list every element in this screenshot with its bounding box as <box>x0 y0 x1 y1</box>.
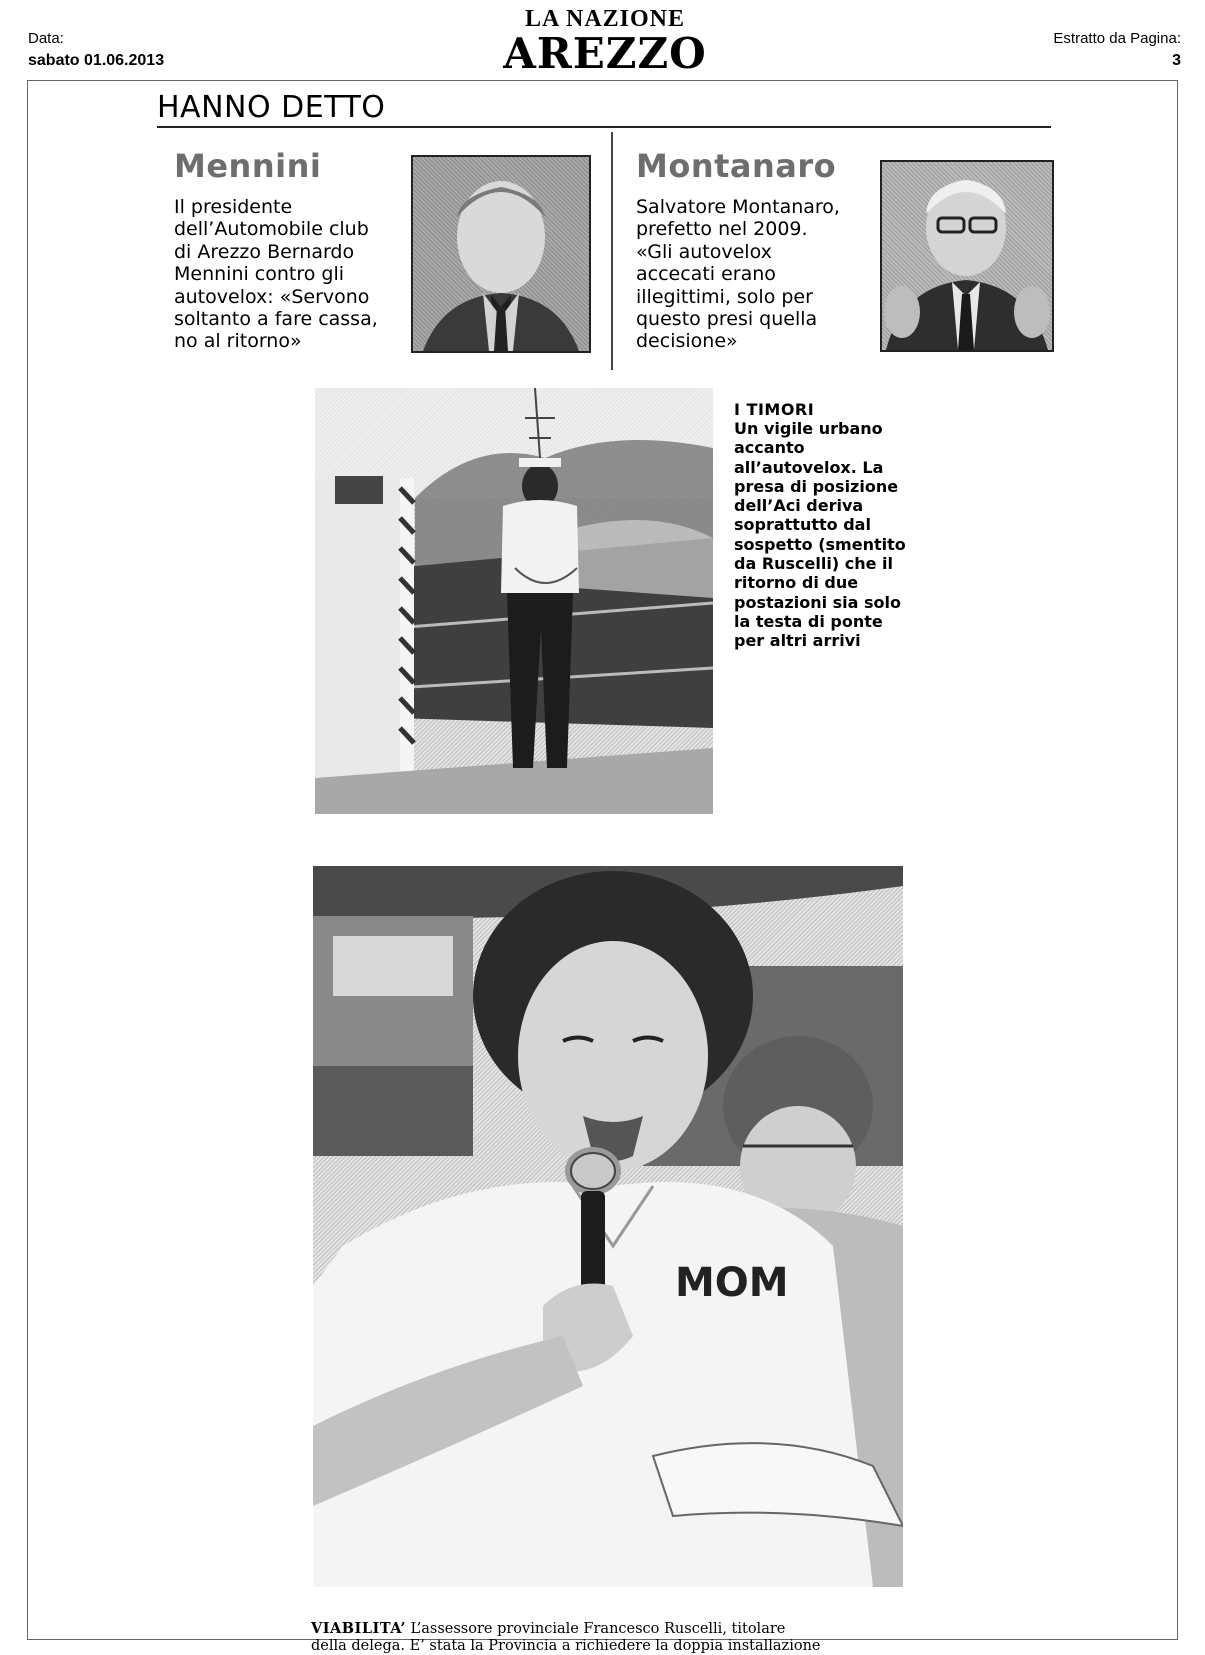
caption-text: L’assessore provinciale Francesco Ruscelli, titolare <box>405 1621 786 1637</box>
quote-line: «Gli autovelox <box>636 240 772 263</box>
quote-line: dell’Automobile club <box>174 218 369 241</box>
quote-line: questo presi quella <box>636 308 818 331</box>
caption-text <box>734 419 934 651</box>
caption-line: per altri arrivi <box>734 631 861 651</box>
caption-kicker: I TIMORI <box>734 400 815 419</box>
quote-line: soltanto a fare cassa, <box>174 308 378 331</box>
caption-line: all’autovelox. La <box>734 457 884 477</box>
caption-line: sospetto (smentito <box>734 534 906 554</box>
shirt-print-text: MOM <box>675 1260 789 1306</box>
quote-line: Il presidente <box>174 196 293 218</box>
portrait-montanaro-figure <box>882 162 1052 350</box>
photo-vigile-autovelox <box>315 388 713 814</box>
masthead-newspaper: LA NAZIONE <box>524 6 686 32</box>
photo-assessore-ruscelli <box>313 866 903 1587</box>
page-block <box>1053 28 1181 72</box>
quote-line: prefetto nel 2009. <box>636 218 808 241</box>
caption-line: dell’Aci deriva <box>734 496 864 516</box>
caption-line: ritorno di due <box>734 573 859 593</box>
caption-line: presa di posizione <box>734 476 899 496</box>
caption-line: della delega. E’ stata la Provincia a richiedere la doppia installazione <box>311 1638 821 1654</box>
portrait-mennini-figure <box>413 157 589 351</box>
photo-ruscelli-scene <box>313 866 903 1587</box>
section-title: HANNO DETTO <box>157 90 386 125</box>
caption-line: postazioni sia solo <box>734 592 902 612</box>
page-number: 3 <box>1172 52 1181 69</box>
quote-line: Salvatore Montanaro, <box>636 196 840 218</box>
quote-montanaro <box>636 148 866 353</box>
page-label: Estratto da Pagina: <box>1053 30 1181 47</box>
caption-viabilita <box>311 1620 911 1655</box>
quote-line: Mennini contro gli <box>174 263 345 286</box>
portrait-mennini <box>411 155 591 353</box>
quote-line: di Arezzo Bernardo <box>174 240 355 263</box>
quote-line: illegittimi, solo per <box>636 285 813 308</box>
quote-text <box>174 196 389 353</box>
date-block <box>28 28 164 72</box>
quote-mennini <box>174 148 389 353</box>
caption-line: da Ruscelli) che il <box>734 554 893 574</box>
quote-line: accecati erano <box>636 263 776 286</box>
caption-kicker: VIABILITA’ <box>311 1620 406 1637</box>
caption-line: Un vigile urbano <box>734 419 883 438</box>
masthead-edition: AREZZO <box>503 29 707 78</box>
quote-line: no al ritorno» <box>174 330 302 353</box>
date-label: Data: <box>28 30 64 47</box>
quote-name: Montanaro <box>636 147 837 185</box>
quote-text <box>636 196 866 353</box>
caption-line: la testa di ponte <box>734 611 883 631</box>
quote-line: decisione» <box>636 330 738 353</box>
caption-timori <box>734 400 934 651</box>
column-divider <box>611 132 613 370</box>
caption-line: accanto <box>734 438 805 458</box>
portrait-montanaro <box>880 160 1054 352</box>
date-value: sabato 01.06.2013 <box>28 52 165 69</box>
photo-vigile-scene <box>315 388 713 814</box>
quote-line: autovelox: «Servono <box>174 285 370 308</box>
masthead <box>480 6 730 76</box>
caption-line: soprattutto dal <box>734 515 871 535</box>
section-rule <box>157 126 1051 128</box>
caption-line <box>311 1620 911 1638</box>
quote-name: Mennini <box>174 147 322 185</box>
